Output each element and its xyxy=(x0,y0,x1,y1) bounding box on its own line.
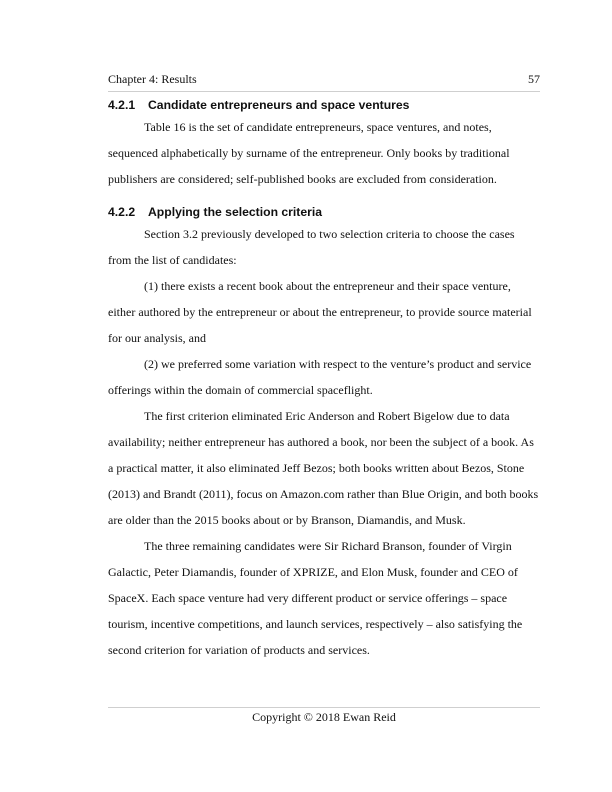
section-heading-4-2-2 xyxy=(108,204,540,221)
section-heading-4-2-1 xyxy=(108,97,540,114)
paragraph-table-16: Table 16 is the set of candidate entrepreneurs, space ventures, and notes, sequenced alphabetically by surname of the entrepreneur. Only books by traditional publishers are considered; self-published books are excluded from consideration. xyxy=(108,120,510,186)
paragraph-criterion-2: (2) we preferred some variation with respect to the venture’s product and service offerings within the domain of commercial spaceflight. xyxy=(108,357,532,397)
running-header xyxy=(108,70,540,88)
section-title: Applying the selection criteria xyxy=(148,205,323,219)
section-title: Candidate entrepreneurs and space ventures xyxy=(148,98,410,112)
paragraph-criteria-intro: Section 3.2 previously developed to two selection criteria to choose the cases from the list of candidates: xyxy=(108,227,515,267)
page-number: 57 xyxy=(528,72,540,86)
header-rule xyxy=(108,91,540,92)
chapter-title: Chapter 4: Results xyxy=(108,72,197,86)
section-number: 4.2.1 xyxy=(108,98,136,112)
paragraph-first-criterion: The first criterion eliminated Eric Anderson and Robert Bigelow due to data availability; neither entrepreneur has authored a book, nor been the subject of a book. As a practical matter, it also eliminated Jeff Bezos; both books written about Bezos, Stone (2013) and Brandt (2011), focus on Amazon.com rather than Blue Origin, and both books are older than the 2015 books about or by Branson, Diamandis, and Musk. xyxy=(108,409,539,527)
paragraph-criterion-1: (1) there exists a recent book about the entrepreneur and their space venture, either authored by the entrepreneur or about the entrepreneur, to provide source material for our analysis, and xyxy=(108,279,532,345)
footer-rule xyxy=(108,707,540,708)
section-number: 4.2.2 xyxy=(108,205,136,219)
page-body xyxy=(108,97,540,663)
paragraph-remaining-candidates: The three remaining candidates were Sir Richard Branson, founder of Virgin Galactic, Peter Diamandis, founder of XPRIZE, and Elon Musk, founder and CEO of SpaceX. Each space venture had very different product or service offerings – space tourism, incentive competitions, and launch services, respectively – also satisfying the second criterion for variation of products and services. xyxy=(108,539,523,657)
copyright-footer: Copyright © 2018 Ewan Reid xyxy=(252,710,396,724)
